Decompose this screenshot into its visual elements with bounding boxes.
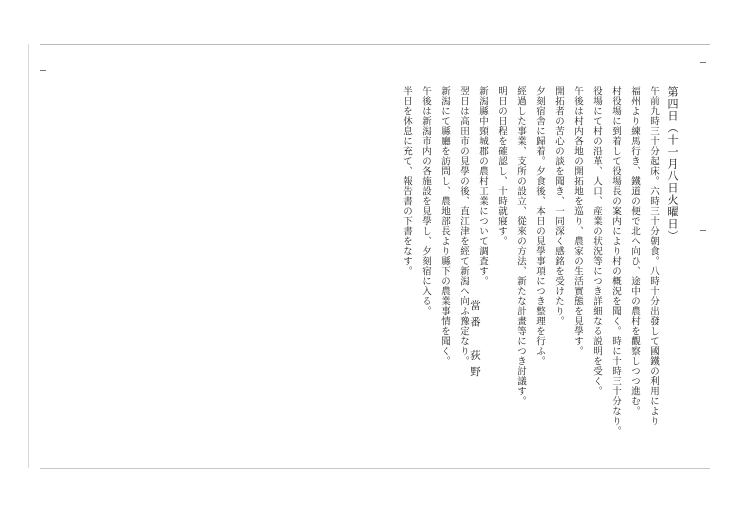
handwritten-text-body <box>120 86 680 436</box>
text-column: 新潟縣中頸城郡の農村工業について調査す。 <box>477 86 488 286</box>
bottom-rule <box>40 468 710 469</box>
text-column: 村役場に到着して役場長の案内により村の概況を聞く。時に十時三十分なり。 <box>610 86 621 436</box>
text-column: 夕刻宿舎に歸着。夕食後、本日の見學事項につき整理を行ふ。 <box>534 86 545 366</box>
text-column: 明日の日程を確認し、十時就寢す。 <box>496 86 507 246</box>
text-column: 翌日は高田市の見學の後、直江津を經て新潟へ向ふ豫定なり。 <box>458 86 469 366</box>
text-column: 半日を休息に充て、報告書の下書をなす。 <box>401 86 412 276</box>
left-margin-line <box>28 44 29 468</box>
text-column: 經過した事業、支所の設立、從來の方法、新たな計畫等につき討議す。 <box>515 86 526 406</box>
text-column: 午後は村内各地の開拓地を巡り、農家の生活實態を見學す。 <box>572 86 583 356</box>
text-column: 午後は新潟市内の各施設を見學し、夕刻宿に入る。 <box>420 86 431 316</box>
top-rule <box>40 44 710 45</box>
text-column: 午前九時三十分起床。六時三十分朝食。八時十分出發して國鐵の利用により <box>648 86 659 426</box>
text-column: 役場にて村の沿革、人口、産業の状況等につき詳細なる説明を受く。 <box>591 86 602 396</box>
diary-title: 第四日（十一月八日火曜日） <box>666 86 679 242</box>
text-column: 新潟にて縣廳を訪問し、農地部長より縣下の農業事情を聞く。 <box>439 86 450 366</box>
margin-mark <box>700 62 706 63</box>
margin-mark <box>40 70 46 71</box>
author-signature: 當番 荻野 <box>469 300 481 383</box>
text-column: 開拓者の苦心の談を聞き、一同深く感銘を受けたり。 <box>553 86 564 326</box>
text-column: 福州より練馬行き、鐵道の便で北へ向ひ、途中の農村を觀察しつつ進む。 <box>629 86 640 416</box>
margin-mark <box>700 230 706 231</box>
